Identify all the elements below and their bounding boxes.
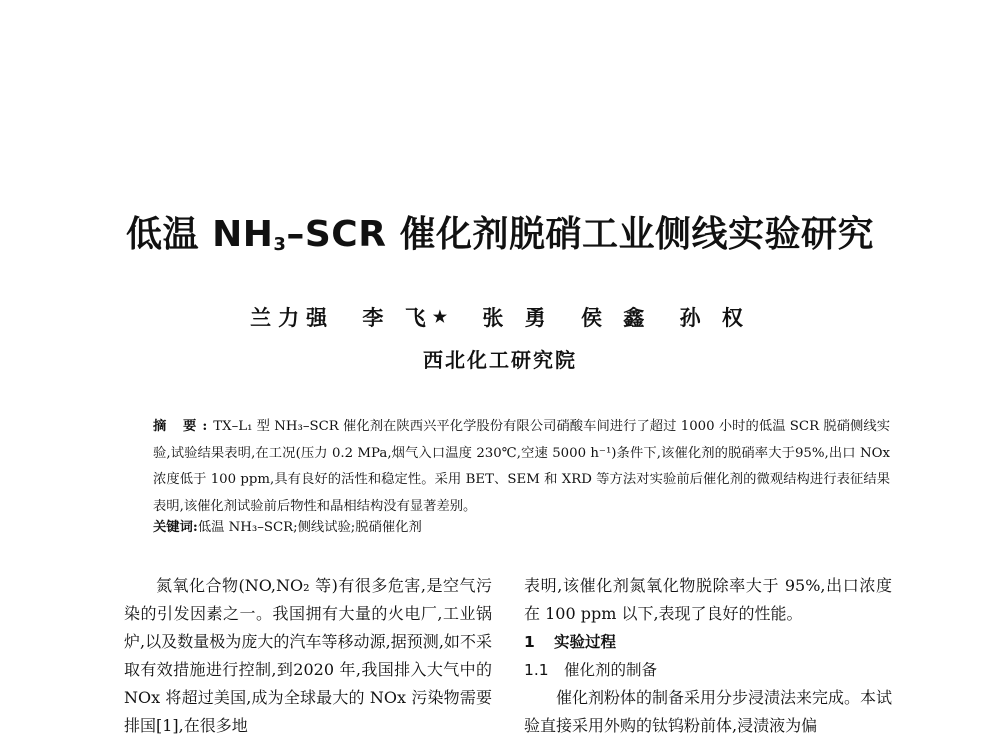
- keywords: [153, 515, 890, 541]
- author-name: 兰力强: [250, 305, 335, 330]
- affiliation: 西北化工研究院: [423, 348, 577, 372]
- subsection-heading: 1.1 催化剂的制备: [524, 661, 658, 679]
- right-column: [524, 572, 892, 740]
- left-column: [124, 572, 492, 740]
- body-paragraph: 表明,该催化剂氮氧化物脱除率大于 95%,出口浓度在 100 ppm 以下,表现了良好的性能。: [524, 576, 892, 623]
- author-name: 侯 鑫: [580, 305, 652, 330]
- body-paragraph: 催化剂粉体的制备采用分步浸渍法来完成。本试验直接采用外购的钛钨粉前体,浸渍液为偏: [524, 688, 893, 735]
- abstract: [153, 414, 890, 520]
- section-heading: 1 实验过程: [524, 633, 617, 651]
- corresponding-author-star-icon: ★: [432, 307, 455, 326]
- abstract-label: 摘 要:: [153, 419, 214, 434]
- author-list: [0, 302, 1000, 332]
- keywords-text: 低温 NH₃–SCR;侧线试验;脱硝催化剂: [197, 520, 422, 535]
- author-name: 孙 权: [679, 305, 750, 330]
- intro-paragraph: 氮氧化合物(NO,NO₂ 等)有很多危害,是空气污染的引发因素之一。我国拥有大量的火电厂,工业锅炉,以及数量极为庞大的汽车等移动源,据预测,如不采取有效措施进行控制,到2020 年,我国排入大气中的 NOx 将超过美国,成为全球最大的 NOx 污染物需要排国[1],在很多地: [124, 576, 492, 735]
- keywords-label: 关键词:: [153, 520, 198, 535]
- paper-title: 低温 $NH_3$–SCR 催化剂脱硝工业侧线实验研究: [126, 214, 874, 255]
- author-name: 张 勇: [482, 305, 553, 330]
- author-name: 李 飞: [362, 305, 433, 330]
- abstract-text: TX–L₁ 型 NH₃–SCR 催化剂在陕西兴平化学股份有限公司硝酸车间进行了超过 1000 小时的低温 SCR 脱硝侧线实验,试验结果表明,在工况(压力 0.2 MPa,烟气入口温度 230℃,空速 5000 h⁻¹)条件下,该催化剂的脱硝率大于95%,出口 NOx 浓度低于 100 ppm,具有良好的活性和稳定性。采用 BET、SEM 和 XRD 等方法对实验前后催化剂的微观结构进行表征结果表明,该催化剂试验前后物性和晶相结构没有显著差别。: [153, 419, 890, 514]
